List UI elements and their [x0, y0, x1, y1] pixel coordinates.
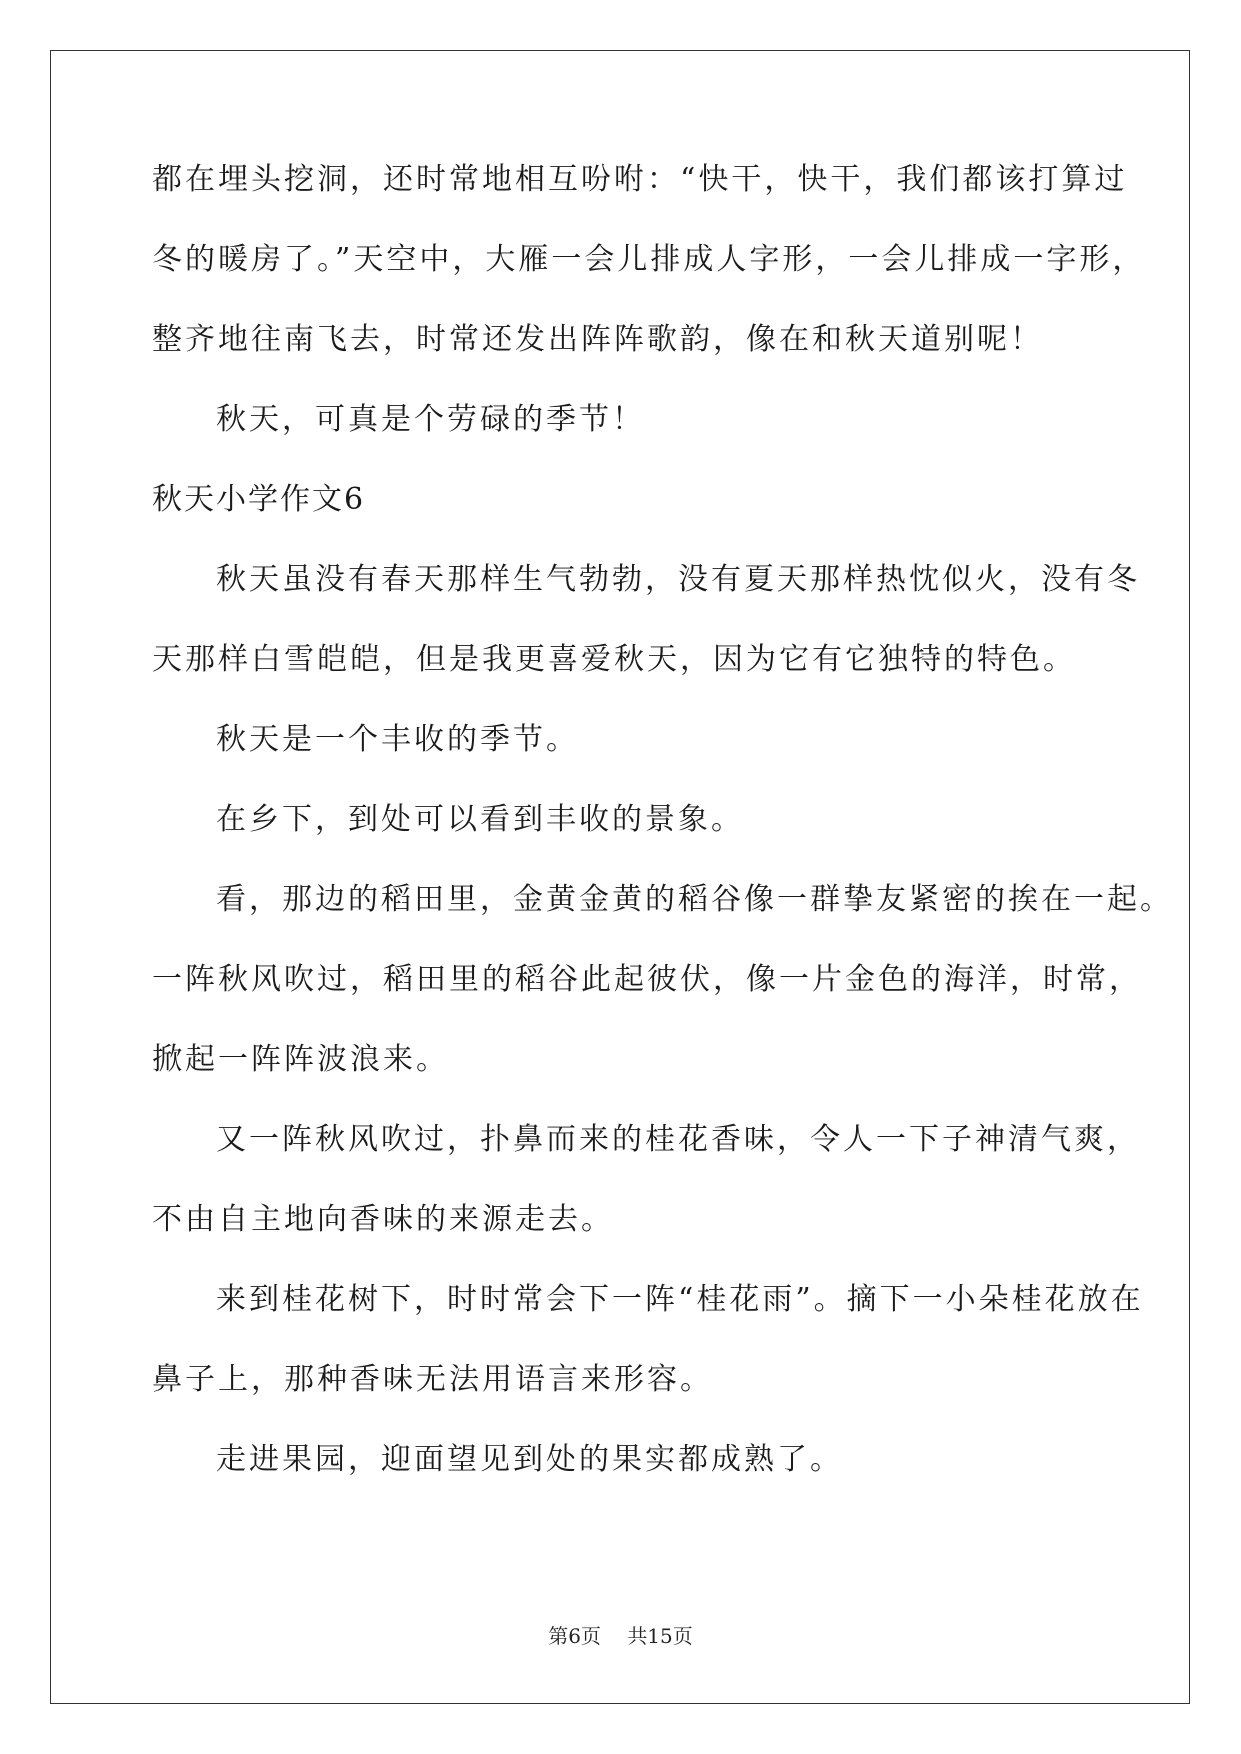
- paragraph-line: 看，那边的稻田里，金黄金黄的稻谷像一群挚友紧密的挨在一起。: [216, 882, 1173, 917]
- paragraph-line: 天那样白雪皑皑，但是我更喜爱秋天，因为它有它独特的特色。: [152, 642, 1076, 677]
- paragraph-line: 掀起一阵阵波浪来。: [152, 1042, 449, 1077]
- paragraph-line: 不由自主地向香味的来源走去。: [152, 1202, 614, 1237]
- page-footer: [0, 1624, 1241, 1648]
- page-number: 第6页: [548, 1624, 601, 1648]
- paragraph-line: 在乡下，到处可以看到丰收的景象。: [216, 802, 744, 837]
- paragraph-line: 走进果园，迎面望见到处的果实都成熟了。: [216, 1442, 843, 1477]
- paragraph-line: 冬的暖房了。”天空中，大雁一会儿排成人字形，一会儿排成一字形，: [152, 242, 1146, 277]
- paragraph-line: 秋天虽没有春天那样生气勃勃，没有夏天那样热忱似火，没有冬: [216, 562, 1140, 597]
- paragraph-line: 秋天，可真是个劳碌的季节！: [216, 402, 645, 437]
- paragraph-line: 一阵秋风吹过，稻田里的稻谷此起彼伏，像一片金色的海洋，时常，: [152, 962, 1142, 997]
- paragraph-line: 整齐地往南飞去，时常还发出阵阵歌韵，像在和秋天道别呢！: [152, 322, 1043, 357]
- page-total: 共15页: [627, 1624, 693, 1648]
- paragraph-line: 秋天是一个丰收的季节。: [216, 722, 579, 757]
- section-heading: 秋天小学作文6: [152, 482, 366, 517]
- paragraph-line: 来到桂花树下，时时常会下一阵“桂花雨”。摘下一小朵桂花放在: [216, 1282, 1144, 1317]
- paragraph-line: 都在埋头挖洞，还时常地相互吩咐：“快干，快干，我们都该打算过: [152, 162, 1128, 197]
- paragraph-line: 又一阵秋风吹过，扑鼻而来的桂花香味，令人一下子神清气爽，: [216, 1122, 1140, 1157]
- paragraph-line: 鼻子上，那种香味无法用语言来形容。: [152, 1362, 713, 1397]
